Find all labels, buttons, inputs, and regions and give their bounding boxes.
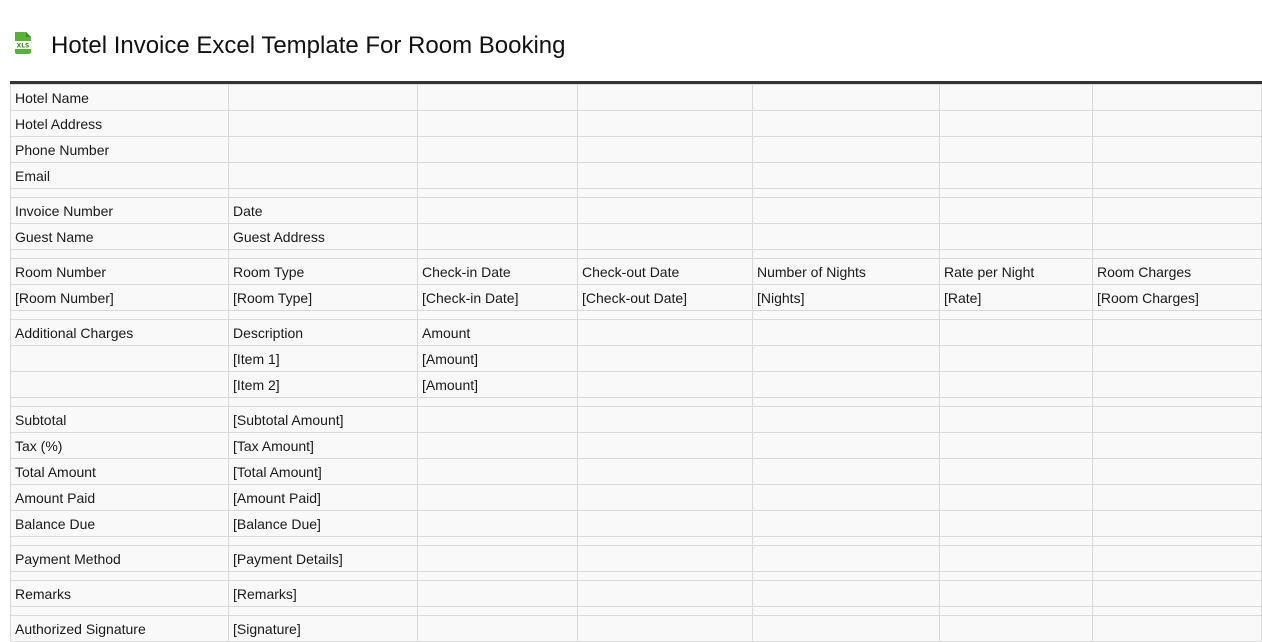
- table-cell[interactable]: [753, 372, 940, 398]
- table-cell[interactable]: [1093, 485, 1262, 511]
- table-row: [11, 111, 1262, 137]
- table-cell[interactable]: [1093, 616, 1262, 642]
- table-row: [11, 320, 1262, 346]
- table-cell[interactable]: [Rate]: [940, 285, 1093, 311]
- spacer-row: [11, 537, 1262, 546]
- spacer-cell[interactable]: [940, 398, 1093, 407]
- table-cell[interactable]: [940, 372, 1093, 398]
- table-cell[interactable]: [1093, 320, 1262, 346]
- spacer-cell[interactable]: [940, 572, 1093, 581]
- table-cell[interactable]: [Signature]: [229, 616, 418, 642]
- table-cell[interactable]: [578, 616, 753, 642]
- table-cell[interactable]: [Room Number]: [11, 285, 229, 311]
- table-cell[interactable]: [418, 459, 578, 485]
- spacer-row: [11, 572, 1262, 581]
- table-cell[interactable]: [Subtotal Amount]: [229, 407, 418, 433]
- spacer-cell[interactable]: [11, 607, 229, 616]
- table-cell[interactable]: [940, 459, 1093, 485]
- table-cell[interactable]: [Balance Due]: [229, 511, 418, 537]
- table-cell[interactable]: [1093, 546, 1262, 572]
- table-cell[interactable]: Tax (%): [11, 433, 229, 459]
- spacer-cell[interactable]: [1093, 250, 1262, 259]
- table-cell[interactable]: [940, 346, 1093, 372]
- sheet-body: [11, 85, 1262, 642]
- table-cell[interactable]: Guest Address: [229, 224, 418, 250]
- table-cell[interactable]: [578, 485, 753, 511]
- spacer-cell[interactable]: [418, 189, 578, 198]
- table-cell[interactable]: [229, 111, 418, 137]
- table-cell[interactable]: Room Charges: [1093, 259, 1262, 285]
- spacer-row: [11, 250, 1262, 259]
- table-row: [11, 433, 1262, 459]
- spacer-cell[interactable]: [578, 189, 753, 198]
- table-cell[interactable]: Authorized Signature: [11, 616, 229, 642]
- table-cell[interactable]: [418, 616, 578, 642]
- table-cell[interactable]: Check-out Date: [578, 259, 753, 285]
- table-row: [11, 407, 1262, 433]
- table-cell[interactable]: [753, 407, 940, 433]
- table-row: [11, 511, 1262, 537]
- table-cell[interactable]: Additional Charges: [11, 320, 229, 346]
- table-cell[interactable]: [578, 433, 753, 459]
- xls-icon-label: XLS: [16, 42, 30, 50]
- table-cell[interactable]: [940, 85, 1093, 111]
- spacer-cell[interactable]: [753, 537, 940, 546]
- table-cell[interactable]: [940, 581, 1093, 607]
- spacer-cell[interactable]: [11, 189, 229, 198]
- table-cell[interactable]: Payment Method: [11, 546, 229, 572]
- table-cell[interactable]: Date: [229, 198, 418, 224]
- table-row: [11, 259, 1262, 285]
- table-cell[interactable]: [418, 407, 578, 433]
- table-row: [11, 198, 1262, 224]
- table-cell[interactable]: [578, 511, 753, 537]
- spacer-cell[interactable]: [1093, 537, 1262, 546]
- spacer-cell[interactable]: [940, 311, 1093, 320]
- table-cell[interactable]: [753, 163, 940, 189]
- spacer-cell[interactable]: [229, 189, 418, 198]
- table-row: [11, 546, 1262, 572]
- spacer-cell[interactable]: [753, 311, 940, 320]
- table-cell[interactable]: Room Number: [11, 259, 229, 285]
- spacer-cell[interactable]: [418, 311, 578, 320]
- table-cell[interactable]: [Nights]: [753, 285, 940, 311]
- spacer-cell[interactable]: [11, 537, 229, 546]
- table-cell[interactable]: [940, 320, 1093, 346]
- table-cell[interactable]: [11, 346, 229, 372]
- spacer-cell[interactable]: [753, 189, 940, 198]
- table-cell[interactable]: [Amount]: [418, 346, 578, 372]
- table-cell[interactable]: [940, 224, 1093, 250]
- table-cell[interactable]: [1093, 85, 1262, 111]
- table-cell[interactable]: [940, 546, 1093, 572]
- spacer-cell[interactable]: [229, 607, 418, 616]
- table-cell[interactable]: [753, 111, 940, 137]
- table-cell[interactable]: [753, 346, 940, 372]
- spacer-cell[interactable]: [11, 250, 229, 259]
- table-cell[interactable]: [753, 546, 940, 572]
- table-cell[interactable]: [578, 111, 753, 137]
- table-cell[interactable]: [940, 137, 1093, 163]
- table-cell[interactable]: [Room Charges]: [1093, 285, 1262, 311]
- table-cell[interactable]: [753, 224, 940, 250]
- spacer-cell[interactable]: [418, 250, 578, 259]
- table-cell[interactable]: [418, 433, 578, 459]
- table-cell[interactable]: [Room Type]: [229, 285, 418, 311]
- table-row: [11, 137, 1262, 163]
- spacer-cell[interactable]: [418, 398, 578, 407]
- table-cell[interactable]: Email: [11, 163, 229, 189]
- spacer-row: [11, 311, 1262, 320]
- spacer-cell[interactable]: [578, 398, 753, 407]
- table-cell[interactable]: [Item 1]: [229, 346, 418, 372]
- spacer-cell[interactable]: [578, 607, 753, 616]
- spacer-cell[interactable]: [229, 311, 418, 320]
- table-cell[interactable]: [Amount Paid]: [229, 485, 418, 511]
- table-cell[interactable]: [578, 137, 753, 163]
- table-cell[interactable]: [Check-in Date]: [418, 285, 578, 311]
- xls-file-icon: [13, 32, 33, 54]
- table-cell[interactable]: [1093, 224, 1262, 250]
- table-cell[interactable]: Amount Paid: [11, 485, 229, 511]
- spacer-row: [11, 398, 1262, 407]
- table-cell[interactable]: [753, 85, 940, 111]
- table-cell[interactable]: [1093, 346, 1262, 372]
- spacer-cell[interactable]: [1093, 189, 1262, 198]
- spacer-cell[interactable]: [229, 537, 418, 546]
- table-cell[interactable]: [Item 2]: [229, 372, 418, 398]
- table-cell[interactable]: [1093, 459, 1262, 485]
- table-cell[interactable]: [578, 224, 753, 250]
- table-cell[interactable]: [578, 581, 753, 607]
- table-cell[interactable]: [753, 485, 940, 511]
- table-cell[interactable]: [229, 163, 418, 189]
- table-cell[interactable]: [418, 137, 578, 163]
- table-cell[interactable]: Invoice Number: [11, 198, 229, 224]
- table-row: [11, 459, 1262, 485]
- table-cell[interactable]: [753, 198, 940, 224]
- table-cell[interactable]: [940, 485, 1093, 511]
- table-cell[interactable]: [418, 546, 578, 572]
- table-cell[interactable]: Hotel Name: [11, 85, 229, 111]
- table-cell[interactable]: [940, 198, 1093, 224]
- spacer-cell[interactable]: [578, 572, 753, 581]
- table-row: [11, 224, 1262, 250]
- table-cell[interactable]: Rate per Night: [940, 259, 1093, 285]
- table-cell[interactable]: [753, 511, 940, 537]
- table-row: [11, 285, 1262, 311]
- table-cell[interactable]: [940, 616, 1093, 642]
- spacer-cell[interactable]: [418, 537, 578, 546]
- table-cell[interactable]: [578, 407, 753, 433]
- table-cell[interactable]: [578, 546, 753, 572]
- table-row: [11, 372, 1262, 398]
- spacer-cell[interactable]: [11, 311, 229, 320]
- table-cell[interactable]: [940, 511, 1093, 537]
- spacer-cell[interactable]: [940, 189, 1093, 198]
- spacer-cell[interactable]: [753, 398, 940, 407]
- spacer-cell[interactable]: [1093, 572, 1262, 581]
- spacer-cell[interactable]: [1093, 311, 1262, 320]
- table-cell[interactable]: [418, 511, 578, 537]
- spacer-row: [11, 607, 1262, 616]
- table-cell[interactable]: Guest Name: [11, 224, 229, 250]
- table-cell[interactable]: [229, 137, 418, 163]
- spacer-cell[interactable]: [229, 572, 418, 581]
- table-cell[interactable]: [578, 459, 753, 485]
- table-row: [11, 485, 1262, 511]
- table-cell[interactable]: [Total Amount]: [229, 459, 418, 485]
- table-cell[interactable]: [418, 485, 578, 511]
- spacer-cell[interactable]: [11, 572, 229, 581]
- table-cell[interactable]: [753, 459, 940, 485]
- table-cell[interactable]: [578, 198, 753, 224]
- table-cell[interactable]: [1093, 163, 1262, 189]
- page-title: Hotel Invoice Excel Template For Room Booking: [51, 32, 566, 59]
- table-cell[interactable]: [753, 433, 940, 459]
- table-cell[interactable]: Balance Due: [11, 511, 229, 537]
- table-cell[interactable]: [11, 372, 229, 398]
- table-cell[interactable]: [940, 433, 1093, 459]
- table-cell[interactable]: [229, 85, 418, 111]
- table-cell[interactable]: [1093, 433, 1262, 459]
- table-cell[interactable]: Hotel Address: [11, 111, 229, 137]
- table-cell[interactable]: Number of Nights: [753, 259, 940, 285]
- spacer-cell[interactable]: [418, 572, 578, 581]
- table-cell[interactable]: [578, 372, 753, 398]
- spacer-cell[interactable]: [578, 537, 753, 546]
- table-cell[interactable]: [753, 320, 940, 346]
- table-cell[interactable]: [940, 111, 1093, 137]
- table-cell[interactable]: [1093, 137, 1262, 163]
- invoice-table: [10, 84, 1262, 642]
- table-row: [11, 581, 1262, 607]
- table-cell[interactable]: Check-in Date: [418, 259, 578, 285]
- spacer-cell[interactable]: [1093, 398, 1262, 407]
- table-cell[interactable]: [Check-out Date]: [578, 285, 753, 311]
- spacer-cell[interactable]: [940, 250, 1093, 259]
- table-cell[interactable]: [418, 224, 578, 250]
- table-cell[interactable]: Room Type: [229, 259, 418, 285]
- spacer-cell[interactable]: [418, 607, 578, 616]
- table-cell[interactable]: Subtotal: [11, 407, 229, 433]
- spacer-cell[interactable]: [1093, 607, 1262, 616]
- page-header: [10, 30, 1262, 64]
- table-cell[interactable]: [578, 85, 753, 111]
- table-cell[interactable]: [1093, 581, 1262, 607]
- spacer-cell[interactable]: [753, 607, 940, 616]
- table-cell[interactable]: [940, 407, 1093, 433]
- spacer-cell[interactable]: [940, 607, 1093, 616]
- spacer-cell[interactable]: [578, 250, 753, 259]
- spacer-row: [11, 189, 1262, 198]
- table-row: [11, 163, 1262, 189]
- table-cell[interactable]: [418, 198, 578, 224]
- spacer-cell[interactable]: [753, 572, 940, 581]
- table-cell[interactable]: [1093, 407, 1262, 433]
- table-cell[interactable]: Phone Number: [11, 137, 229, 163]
- table-cell[interactable]: Description: [229, 320, 418, 346]
- table-cell[interactable]: [578, 320, 753, 346]
- table-cell[interactable]: [Payment Details]: [229, 546, 418, 572]
- table-cell[interactable]: [578, 346, 753, 372]
- spacer-cell[interactable]: [753, 250, 940, 259]
- table-cell[interactable]: [1093, 111, 1262, 137]
- table-cell[interactable]: [418, 581, 578, 607]
- spacer-cell[interactable]: [940, 537, 1093, 546]
- table-cell[interactable]: [1093, 372, 1262, 398]
- table-cell[interactable]: [578, 163, 753, 189]
- table-cell[interactable]: [418, 163, 578, 189]
- table-cell[interactable]: [753, 616, 940, 642]
- table-cell[interactable]: [418, 111, 578, 137]
- spacer-cell[interactable]: [229, 398, 418, 407]
- table-cell[interactable]: Remarks: [11, 581, 229, 607]
- table-cell[interactable]: [1093, 198, 1262, 224]
- table-cell[interactable]: [Remarks]: [229, 581, 418, 607]
- invoice-sheet: [10, 81, 1262, 642]
- table-cell[interactable]: [753, 137, 940, 163]
- table-row: [11, 346, 1262, 372]
- table-cell[interactable]: Amount: [418, 320, 578, 346]
- table-cell[interactable]: [940, 163, 1093, 189]
- spacer-cell[interactable]: [578, 311, 753, 320]
- table-row: [11, 85, 1262, 111]
- table-row: [11, 616, 1262, 642]
- spacer-cell[interactable]: [11, 398, 229, 407]
- table-cell[interactable]: [Tax Amount]: [229, 433, 418, 459]
- table-cell[interactable]: [Amount]: [418, 372, 578, 398]
- spacer-cell[interactable]: [229, 250, 418, 259]
- table-cell[interactable]: [418, 85, 578, 111]
- table-cell[interactable]: [1093, 511, 1262, 537]
- table-cell[interactable]: [753, 581, 940, 607]
- table-cell[interactable]: Total Amount: [11, 459, 229, 485]
